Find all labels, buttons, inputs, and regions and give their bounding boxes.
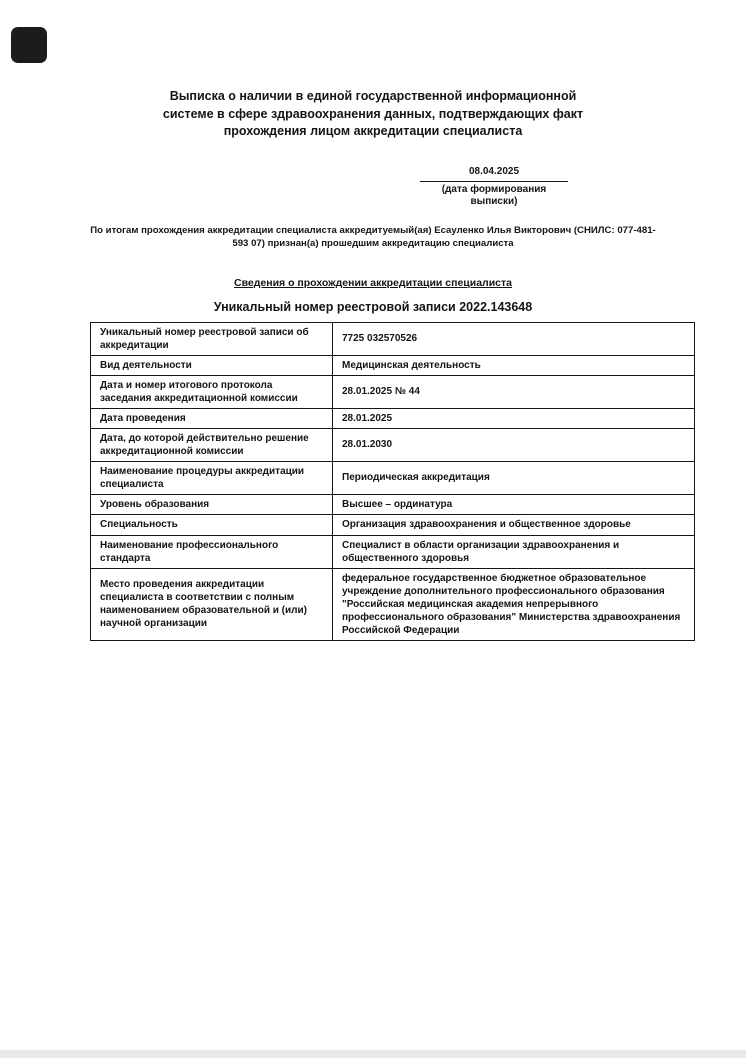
table-row <box>91 375 695 408</box>
row-label: Наименование профессионального стандарта <box>91 535 333 568</box>
row-value: Медицинская деятельность <box>333 355 695 375</box>
accreditation-table-body <box>91 322 695 640</box>
table-row <box>91 568 695 640</box>
section-heading: Сведения о прохождении аккредитации специалиста <box>234 276 512 289</box>
dark-corner-icon <box>11 27 47 63</box>
row-label: Дата проведения <box>91 408 333 428</box>
row-label: Специальность <box>91 514 333 535</box>
row-value: 28.01.2030 <box>333 428 695 461</box>
table-row <box>91 461 695 494</box>
document-content <box>90 0 681 641</box>
row-value: Специалист в области организации здравоохранения и общественного здоровья <box>333 535 695 568</box>
table-row <box>91 408 695 428</box>
row-value: Высшее – ординатура <box>333 494 695 514</box>
row-value: 28.01.2025 № 44 <box>333 375 695 408</box>
row-value: 7725 032570526 <box>333 322 695 355</box>
row-value: 28.01.2025 <box>333 408 695 428</box>
row-label: Уникальный номер реестровой записи об аккредитации <box>91 322 333 355</box>
registry-number-heading: Уникальный номер реестровой записи 2022.143648 <box>213 299 533 314</box>
table-row <box>91 355 695 375</box>
row-value: федеральное государственное бюджетное образовательное учреждение дополнительного профессионального образования "Российская медицинская академия непрерывного профессионального образования" Министерства здравоохранения Российской Федерации <box>333 568 695 640</box>
table-row <box>91 494 695 514</box>
accreditation-summary: По итогам прохождения аккредитации специалиста аккредитуемый(ая) Есауленко Илья Викторович (СНИЛС: 077-481-593 07) признан(а) прошедшим аккредитацию специалиста <box>90 224 656 249</box>
accreditation-table <box>90 322 695 641</box>
row-value: Периодическая аккредитация <box>333 461 695 494</box>
row-label: Дата, до которой действительно решение аккредитационной комиссии <box>91 428 333 461</box>
row-label: Наименование процедуры аккредитации специалиста <box>91 461 333 494</box>
table-row <box>91 514 695 535</box>
bottom-strip <box>0 1050 746 1058</box>
extract-date-caption: (дата формирования выписки) <box>441 183 547 207</box>
extract-date: 08.04.2025 <box>420 166 568 182</box>
document-title-line: Выписка о наличии в единой государственной информационной <box>169 89 577 103</box>
table-row <box>91 428 695 461</box>
row-label: Место проведения аккредитации специалиста в соответствии с полным наименованием образовательной и (или) научной организации <box>91 568 333 640</box>
document-title-line: прохождения лицом аккредитации специалиста <box>223 124 523 138</box>
table-row <box>91 322 695 355</box>
extract-date-block <box>420 166 568 208</box>
document-title-line: системе в сфере здравоохранения данных, подтверждающих факт <box>162 106 584 121</box>
row-label: Уровень образования <box>91 494 333 514</box>
row-value: Организация здравоохранения и общественное здоровье <box>333 514 695 535</box>
row-label: Дата и номер итогового протокола заседания аккредитационной комиссии <box>91 375 333 408</box>
table-row <box>91 535 695 568</box>
document-title <box>90 88 656 141</box>
row-label: Вид деятельности <box>91 355 333 375</box>
